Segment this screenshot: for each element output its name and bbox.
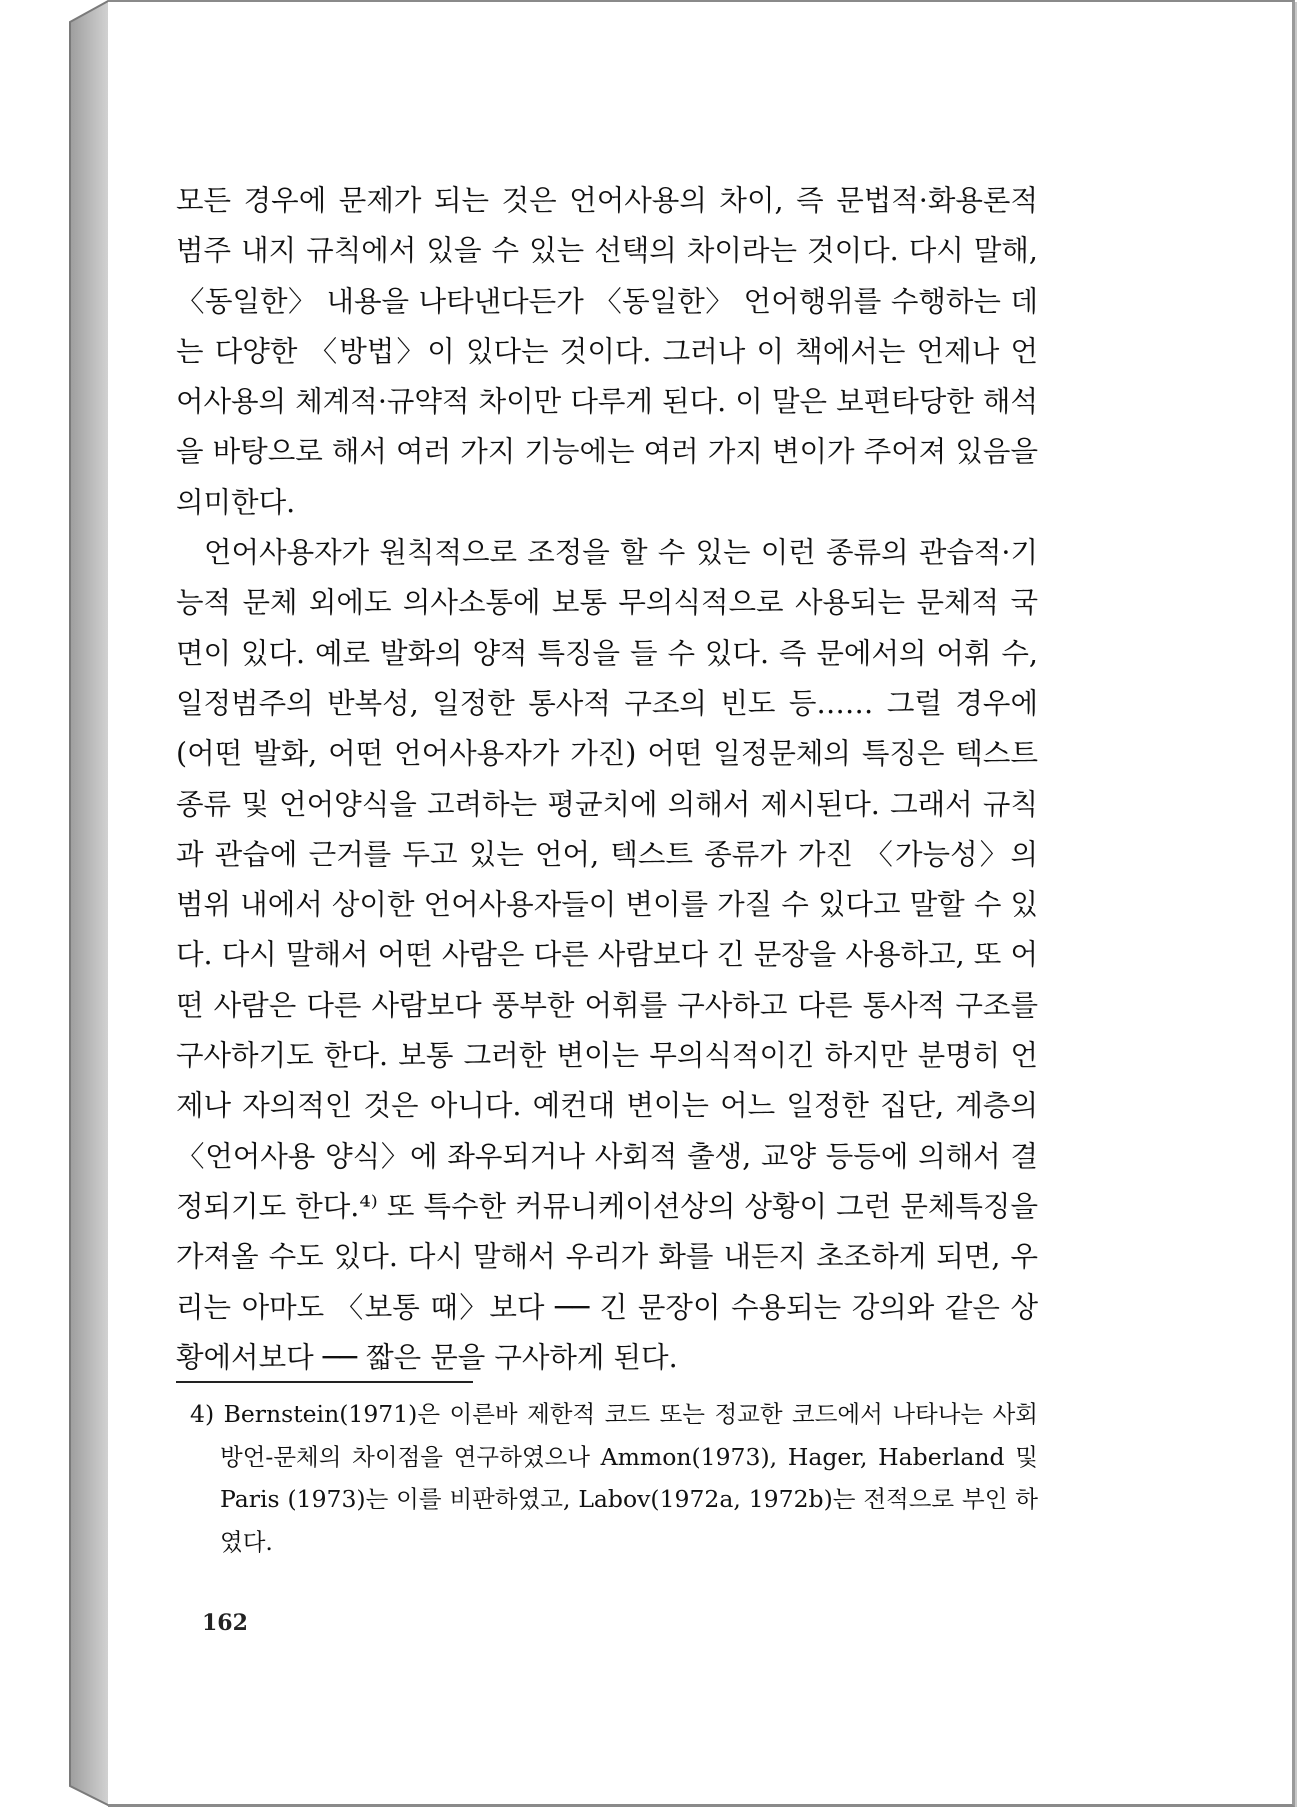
body-text	[176, 176, 1038, 1383]
footnote-separator	[176, 1381, 473, 1383]
footnote-4: 4) Bernstein(1971)은 이른바 제한적 코드 또는 정교한 코드에서 나타나는 사회방언-문체의 차이점을 연구하였으나 Ammon(1973), Hager, Haberland 및 Paris (1973)는 이를 비판하였고, Labov(1972a, 1972b)는 전적으로 부인 하였다.	[190, 1400, 1038, 1556]
paragraph-1: 모든 경우에 문제가 되는 것은 언어사용의 차이, 즉 문법적·화용론적 범주 내지 규칙에서 있을 수 있는 선택의 차이라는 것이다. 다시 말해, 〈동일한〉 내용을 나타낸다든가 〈동일한〉 언어행위를 수행하는 데는 다양한 〈방법〉이 있다는 것이다. 그러나 이 책에서는 언제나 언어사용의 체계적·규약적 차이만 다루게 된다. 이 말은 보편타당한 해석을 바탕으로 해서 여러 가지 기능에는 여러 가지 변이가 주어져 있음을 의미한다.	[176, 184, 1038, 519]
paragraph-2: 언어사용자가 원칙적으로 조정을 할 수 있는 이런 종류의 관습적·기능적 문체 외에도 의사소통에 보통 무의식적으로 사용되는 문체적 국면이 있다. 예로 발화의 양적 특징을 들 수 있다. 즉 문에서의 어휘 수, 일정범주의 반복성, 일정한 통사적 구조의 빈도 등…… 그럴 경우에 (어떤 발화, 어떤 언어사용자가 가진) 어떤 일정문체의 특징은 텍스트 종류 및 언어양식을 고려하는 평균치에 의해서 제시된다. 그래서 규칙과 관습에 근거를 두고 있는 언어, 텍스트 종류가 가진 〈가능성〉의 범위 내에서 상이한 언어사용자들이 변이를 가질 수 있다고 말할 수 있다. 다시 말해서 어떤 사람은 다른 사람보다 긴 문장을 사용하고, 또 어떤 사람은 다른 사람보다 풍부한 어휘를 구사하고 다른 통사적 구조를 구사하기도 한다. 보통 그러한 변이는 무의식적이긴 하지만 분명히 언제나 자의적인 것은 아니다. 예컨대 변이는 어느 일정한 집단, 계층의 〈언어사용 양식〉에 좌우되거나 사회적 출생, 교양 등등에 의해서 결정되기도 한다.⁴⁾ 또 특수한 커뮤니케이션상의 상황이 그런 문체특징을 가져올 수도 있다. 다시 말해서 우리가 화를 내든지 초조하게 되면, 우리는 아마도 〈보통 때〉보다 ── 긴 문장이 수용되는 강의와 같은 상황에서보다 ── 짧은 문을 구사하게 된다.	[176, 536, 1038, 1374]
page-number: 162	[202, 1610, 248, 1636]
